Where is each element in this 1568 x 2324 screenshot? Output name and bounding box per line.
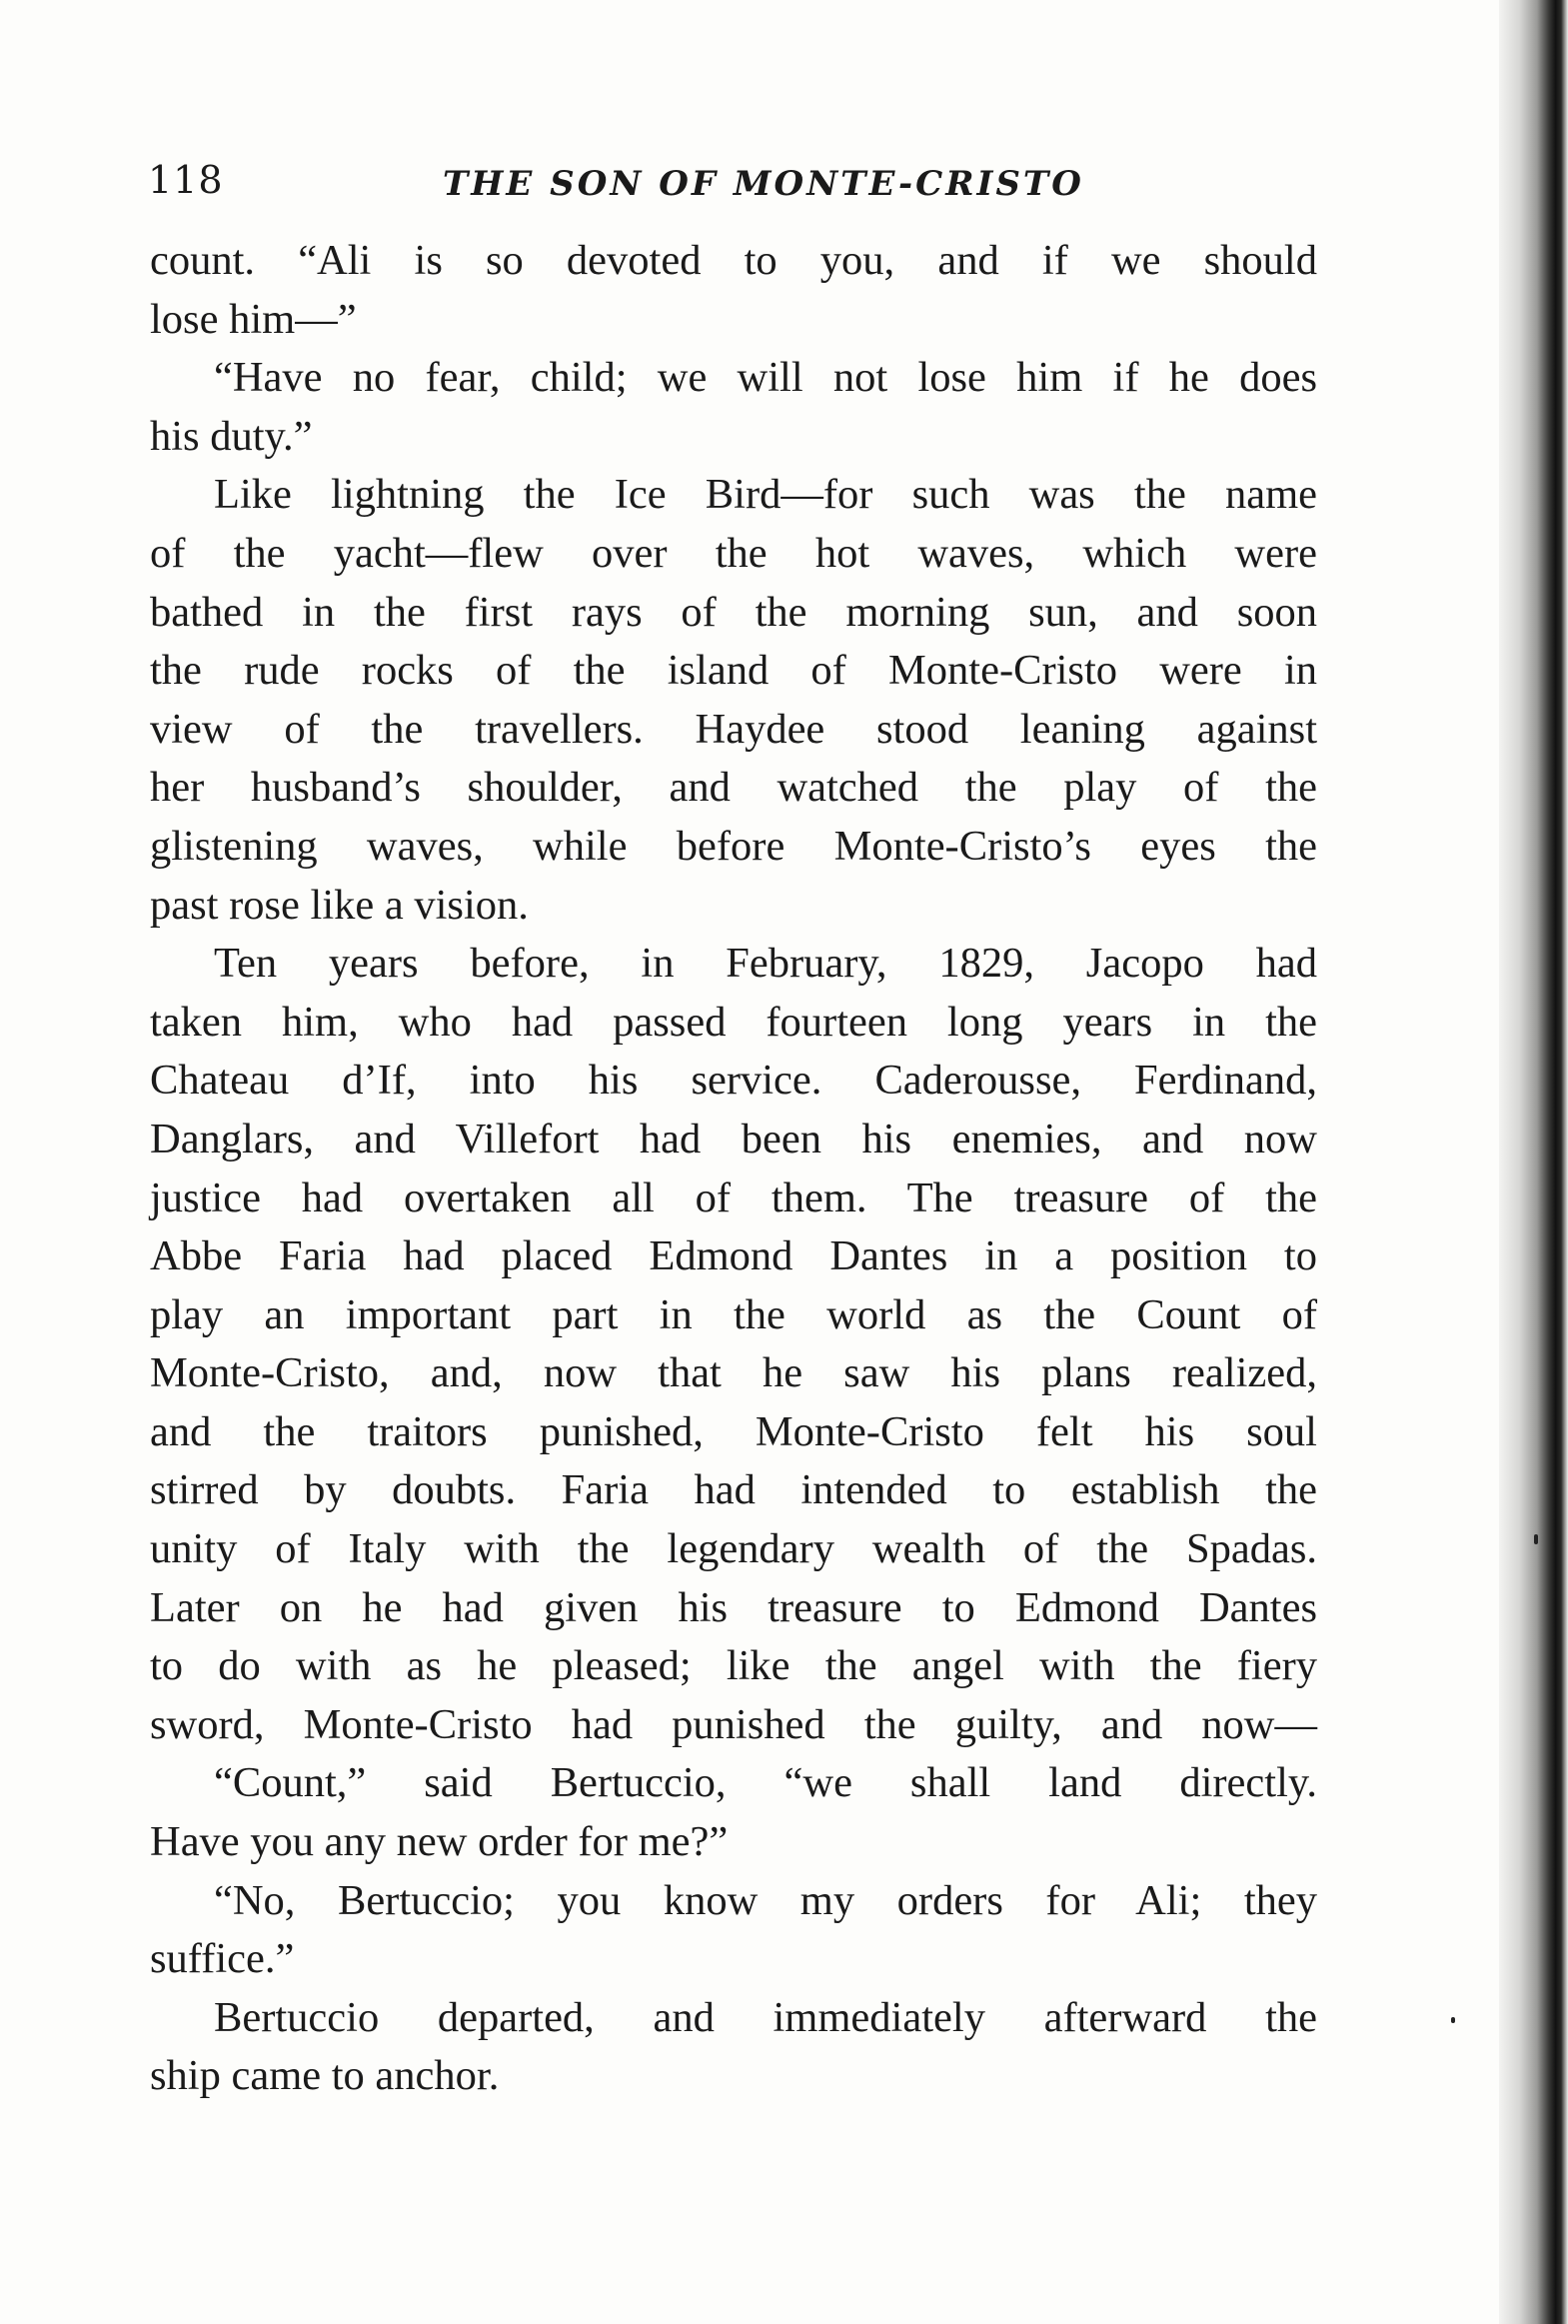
text-line: stirred by doubts. Faria had intended to establish the: [150, 1466, 1317, 1514]
text-line: Bertuccio departed, and immediately afterward the: [214, 1993, 1317, 2041]
body-text: [150, 232, 1317, 2106]
text-line: “Count,” said Bertuccio, “we shall land directly.: [214, 1759, 1317, 1807]
text-line: bathed in the first rays of the morning sun, and soon: [150, 588, 1317, 636]
print-speck: [1534, 1534, 1538, 1544]
text-line: Danglars, and Villefort had been his enemies, and now: [150, 1115, 1317, 1162]
page-header: [148, 150, 1317, 210]
text-line: Ten years before, in February, 1829, Jacopo had: [214, 940, 1317, 988]
text-line: play an important part in the world as the Count of: [150, 1290, 1317, 1338]
text-line: her husband’s shoulder, and watched the play of the: [150, 764, 1317, 812]
text-line: unity of Italy with the legendary wealth of the Spadas.: [150, 1525, 1317, 1573]
text-line: sword, Monte-Cristo had punished the guilty, and now—: [150, 1700, 1317, 1748]
text-line: of the yacht—flew over the hot waves, which were: [150, 529, 1317, 577]
text-line: Later on he had given his treasure to Edmond Dantes: [150, 1583, 1317, 1631]
text-line: lose him—”: [150, 295, 357, 343]
text-line: Abbe Faria had placed Edmond Dantes in a position to: [150, 1232, 1317, 1280]
text-line: his duty.”: [150, 412, 313, 460]
text-line: count. “Ali is so devoted to you, and if we should: [150, 237, 1317, 284]
text-line: “Have no fear, child; we will not lose him if he does: [214, 354, 1317, 402]
text-line: “No, Bertuccio; you know my orders for Ali; they: [214, 1876, 1317, 1924]
page-number: 118: [148, 158, 224, 202]
text-line: ship came to anchor.: [150, 2052, 500, 2100]
print-speck: [1451, 2017, 1455, 2023]
text-line: suffice.”: [150, 1935, 295, 1983]
text-line: taken him, who had passed fourteen long years in the: [150, 998, 1317, 1046]
text-line: view of the travellers. Haydee stood leaning against: [150, 705, 1317, 753]
book-gutter-shadow: [1499, 0, 1568, 2324]
text-line: and the traitors punished, Monte-Cristo felt his soul: [150, 1407, 1317, 1455]
text-line: Chateau d’If, into his service. Caderousse, Ferdinand,: [150, 1057, 1317, 1105]
text-line: past rose like a vision.: [150, 881, 529, 929]
text-line: glistening waves, while before Monte-Cristo’s eyes the: [150, 822, 1317, 870]
text-line: Like lightning the Ice Bird—for such was the name: [214, 471, 1317, 519]
text-line: the rude rocks of the island of Monte-Cristo were in: [150, 647, 1317, 695]
text-line: Monte-Cristo, and, now that he saw his plans realized,: [150, 1349, 1317, 1397]
running-title: THE SON OF MONTE-CRISTO: [443, 164, 1084, 204]
text-line: Have you any new order for me?”: [150, 1818, 729, 1866]
text-line: to do with as he pleased; like the angel with the fiery: [150, 1642, 1317, 1690]
text-line: justice had overtaken all of them. The treasure of the: [150, 1173, 1317, 1221]
